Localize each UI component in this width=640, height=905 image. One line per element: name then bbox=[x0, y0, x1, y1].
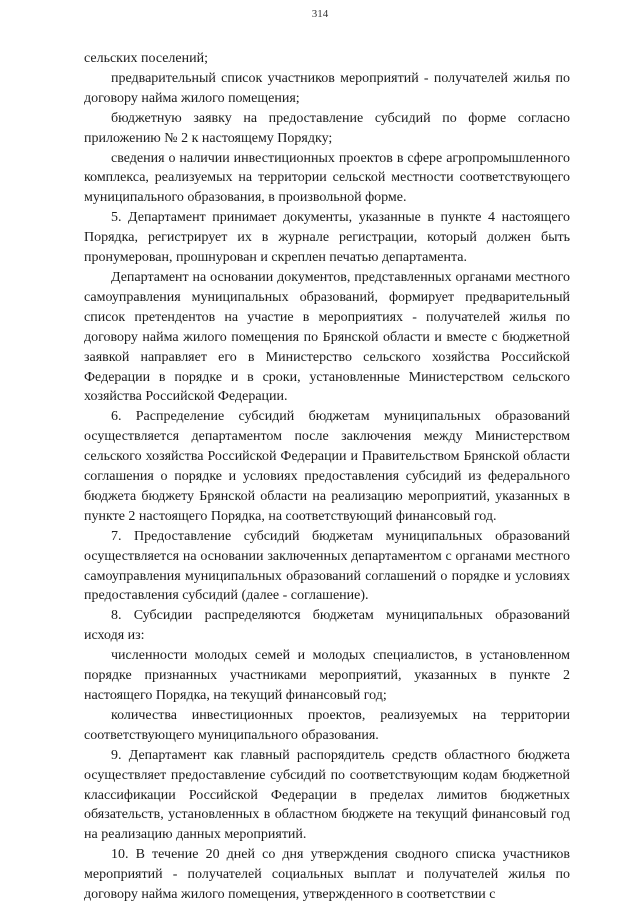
document-body bbox=[84, 49, 570, 905]
paragraph-7: 6. Распределение субсидий бюджетам муниципальных образований осуществляется департаментом после заключения между Министерством сельского хозяйства Российской Федерации и Правительством Брянской области соглашения о порядке и условиях предоставления субсидий из федерального бюджета бюджету Брянской области на реализацию мероприятий, указанных в пункте 2 настоящего Порядка, на соответствующий финансовый год. bbox=[84, 409, 570, 524]
paragraph-4: сведения о наличии инвестиционных проектов в сфере агропромышленного комплекса, реализуемых на территории сельской местности соответствующего муниципального образования, в произвольной форме. bbox=[84, 150, 570, 206]
paragraph-9: 8. Субсидии распределяются бюджетам муниципальных образований исходя из: bbox=[84, 608, 570, 644]
paragraph-5: 5. Департамент принимает документы, указанные в пункте 4 настоящего Порядка, регистрирует их в журнале регистрации, который должен быть пронумерован, прошнурован и скреплен печатью департамента. bbox=[84, 210, 570, 266]
paragraph-3: бюджетную заявку на предоставление субсидий по форме согласно приложению № 2 к настоящему Порядку; bbox=[84, 110, 570, 146]
paragraph-1: сельских поселений; bbox=[84, 51, 208, 66]
page-number: 314 bbox=[311, 8, 329, 20]
paragraph-13: 10. В течение 20 дней со дня утверждения сводного списка участников мероприятий - получателей социальных выплат и получателей жилья по договору найма жилого помещения, утвержденного в соответствии с bbox=[84, 847, 570, 903]
paragraph-8: 7. Предоставление субсидий бюджетам муниципальных образований осуществляется на основании заключенных департаментом с органами местного самоуправления муниципальных образований соглашений о порядке и условиях предоставления субсидий (далее - соглашение). bbox=[84, 528, 570, 604]
paragraph-2: предварительный список участников мероприятий - получателей жилья по договору найма жилого помещения; bbox=[84, 70, 570, 106]
paragraph-11: количества инвестиционных проектов, реализуемых на территории соответствующего муниципального образования. bbox=[84, 707, 570, 743]
paragraph-6: Департамент на основании документов, представленных органами местного самоуправления муниципальных образований, формирует предварительный список претендентов на участие в мероприятиях - получателей жилья по договору найма жилого помещения по Брянской области и вместе с бюджетной заявкой направляет его в Министерство сельского хозяйства Российской Федерации в порядке и в сроки, установленные Министерством сельского хозяйства Российской Федерации. bbox=[84, 269, 570, 405]
paragraph-12: 9. Департамент как главный распорядитель средств областного бюджета осуществляет предоставление субсидий по соответствующим кодам бюджетной классификации Российской Федерации в пределах лимитов бюджетных обязательств, установленных в областном бюджете на текущий финансовый год на реализацию данных мероприятий. bbox=[84, 747, 570, 843]
paragraph-10: численности молодых семей и молодых специалистов, в установленном порядке признанных участниками мероприятий, указанных в пункте 2 настоящего Порядка, на текущий финансовый год; bbox=[84, 648, 570, 703]
